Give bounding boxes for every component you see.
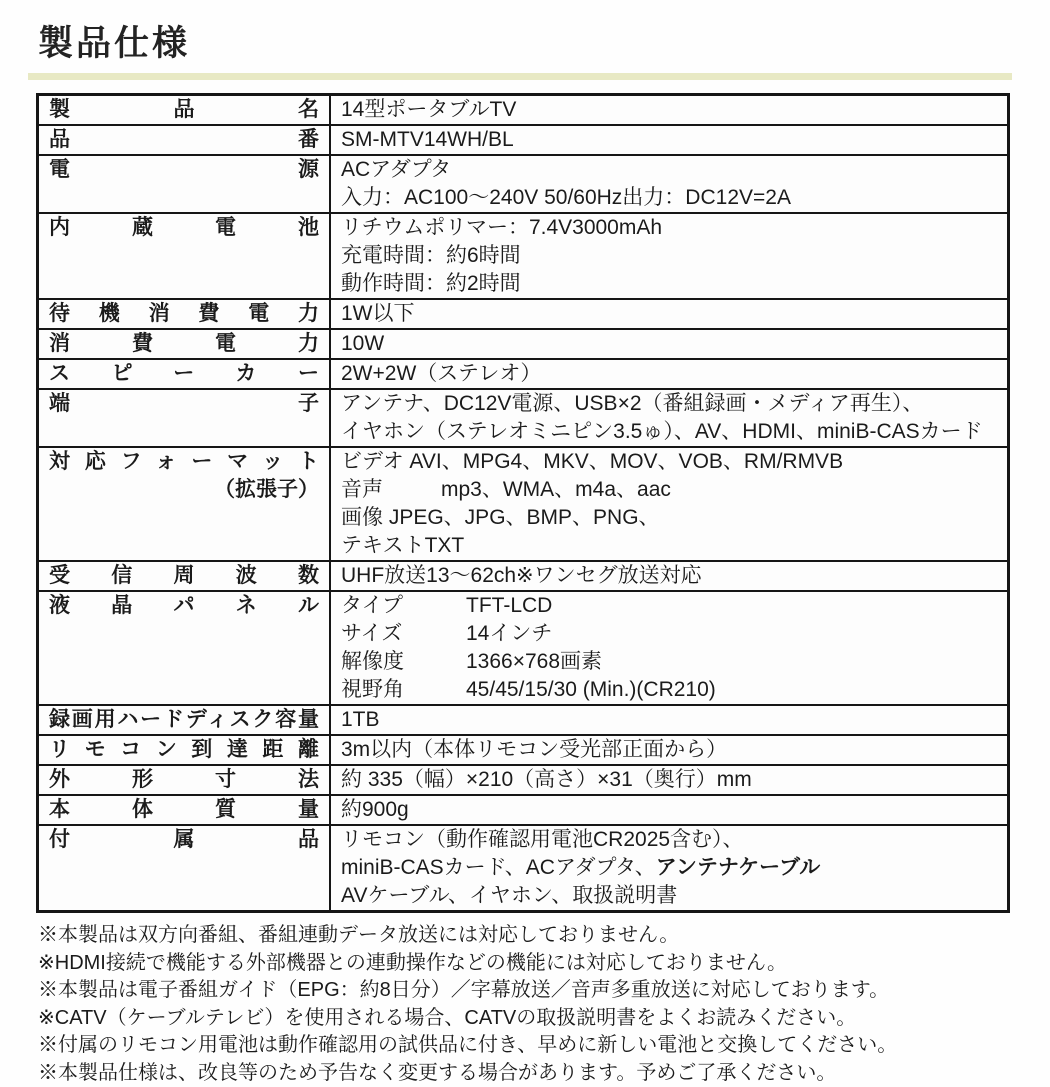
spec-value (331, 390, 1007, 446)
spec-value (331, 330, 1007, 358)
spec-value-line: SM-MTV14WH/BL (341, 126, 997, 154)
spec-value-line: 入力：AC100～240V 50/60Hz出力：DC12V=2A (341, 184, 997, 212)
spec-value-line: タイプ TFT-LCD (341, 592, 997, 620)
spec-label (39, 706, 331, 734)
footnote-item: ※付属のリモコン用電池は動作確認用の試供品に付き、早めに新しい電池と交換してください。 (38, 1032, 1012, 1060)
spec-value-key: サイズ (341, 620, 466, 648)
spec-row (39, 212, 1007, 298)
spec-value-line: 14型ポータブルTV (341, 96, 997, 124)
spec-value-line: 約900g (341, 796, 997, 824)
spec-row (39, 328, 1007, 358)
spec-row (39, 388, 1007, 446)
spec-label-text: 受信周波数 (49, 562, 319, 590)
spec-row (39, 824, 1007, 910)
spec-row (39, 358, 1007, 388)
spec-value-line: 視野角 45/45/15/30 (Min.)(CR210) (341, 676, 997, 704)
spec-value (331, 766, 1007, 794)
spec-label (39, 826, 331, 910)
spec-value-line: 画像 JPEG、JPG、BMP、PNG、 (341, 504, 997, 532)
spec-value-line: リチウムポリマー：7.4V3000mAh (341, 214, 997, 242)
spec-value-line: ACアダプタ (341, 156, 997, 184)
spec-label-text: 内蔵電池 (49, 214, 319, 242)
footnote-item: ※本製品は双方向番組、番組連動データ放送には対応しておりません。 (38, 922, 1012, 950)
spec-label-text: 待機消費電力 (49, 300, 319, 328)
spec-value (331, 126, 1007, 154)
spec-label (39, 390, 331, 446)
spec-value-line: 約 335（幅）×210（高さ）×31（奥行）mm (341, 766, 997, 794)
spec-value-line (341, 854, 997, 882)
spec-value (331, 736, 1007, 764)
spec-value-line: リモコン（動作確認用電池CR2025含む）、 (341, 826, 997, 854)
spec-value-line: 10W (341, 330, 997, 358)
spec-value-key: 音声 (341, 476, 441, 504)
spec-value (331, 156, 1007, 212)
spec-value (331, 360, 1007, 388)
spec-value-line: AVケーブル、イヤホン、取扱説明書 (341, 882, 997, 910)
spec-row (39, 96, 1007, 124)
spec-value-segment: miniB-CASカード、ACアダプタ、 (341, 856, 656, 879)
spec-label-text: 品番 (49, 126, 319, 154)
spec-row (39, 124, 1007, 154)
spec-label-text: 対応フォーマット (49, 448, 319, 476)
spec-row (39, 764, 1007, 794)
spec-value-line: 解像度 1366×768画素 (341, 648, 997, 676)
spec-value-key: 解像度 (341, 648, 466, 676)
spec-value-line: 2W+2W（ステレオ） (341, 360, 997, 388)
footnote-item: ※本製品仕様は、改良等のため予告なく変更する場合があります。予めご了承ください。 (38, 1060, 1012, 1087)
spec-label (39, 96, 331, 124)
spec-label-text: 電源 (49, 156, 319, 184)
spec-row (39, 154, 1007, 212)
footnote-item: ※HDMI接続で機能する外部機器との連動操作などの機能には対応しておりません。 (38, 950, 1012, 978)
spec-value-line: イヤホン（ステレオミニピン3.5ゅ）、AV、HDMI、miniB-CASカード (341, 418, 997, 446)
spec-label-text: 端子 (49, 390, 319, 418)
spec-value (331, 448, 1007, 560)
spec-label (39, 214, 331, 298)
spec-value-line: ビデオ AVI、MPG4、MKV、MOV、VOB、RM/RMVB (341, 448, 997, 476)
spec-label (39, 156, 331, 212)
spec-label-text: 本体質量 (49, 796, 319, 824)
spec-label-text: 消費電力 (49, 330, 319, 358)
spec-row (39, 446, 1007, 560)
spec-row (39, 590, 1007, 704)
spec-value (331, 214, 1007, 298)
spec-value (331, 826, 1007, 910)
spec-label-text: スピーカー (49, 360, 319, 388)
title-underline (28, 73, 1012, 80)
spec-value (331, 96, 1007, 124)
page-title: 製品仕様 (38, 16, 1012, 66)
spec-value (331, 706, 1007, 734)
spec-label-text: 液晶パネル (49, 592, 319, 620)
spec-value-line: 1W以下 (341, 300, 997, 328)
spec-label (39, 736, 331, 764)
spec-label-text: リモコン到達距離 (49, 736, 319, 764)
footnotes (38, 922, 1012, 1087)
footnote-item: ※本製品は電子番組ガイド（EPG：約8日分）／字幕放送／音声多重放送に対応しております。 (38, 977, 1012, 1005)
spec-value-line: 充電時間：約6時間 (341, 242, 997, 270)
spec-value (331, 592, 1007, 704)
spec-label (39, 448, 331, 560)
spec-label-text: 外形寸法 (49, 766, 319, 794)
spec-label-subtext: （拡張子） (49, 476, 319, 504)
spec-value (331, 300, 1007, 328)
spec-row (39, 704, 1007, 734)
spec-label (39, 360, 331, 388)
spec-label-text: 製品名 (49, 96, 319, 124)
spec-table (36, 93, 1010, 913)
spec-value-line: サイズ 14インチ (341, 620, 997, 648)
spec-value-line: 動作時間：約2時間 (341, 270, 997, 298)
spec-row (39, 560, 1007, 590)
spec-value-segment-bold: アンテナケーブル (656, 856, 820, 879)
spec-label (39, 300, 331, 328)
spec-value-line: アンテナ、DC12V電源、USB×2（番組録画・メディア再生）、 (341, 390, 997, 418)
spec-label-text: 付属品 (49, 826, 319, 854)
spec-label (39, 330, 331, 358)
spec-row (39, 794, 1007, 824)
spec-value-line: UHF放送13～62ch※ワンセグ放送対応 (341, 562, 997, 590)
spec-label (39, 592, 331, 704)
spec-label (39, 796, 331, 824)
footnote-item: ※CATV（ケーブルテレビ）を使用される場合、CATVの取扱説明書をよくお読みください。 (38, 1005, 1012, 1033)
spec-label (39, 766, 331, 794)
spec-label (39, 562, 331, 590)
spec-value (331, 562, 1007, 590)
spec-value-key: タイプ (341, 592, 466, 620)
spec-value-line: テキストTXT (341, 532, 997, 560)
spec-label (39, 126, 331, 154)
spec-value-key: 視野角 (341, 676, 466, 704)
spec-value (331, 796, 1007, 824)
spec-value-line: 音声 mp3、WMA、m4a、aac (341, 476, 997, 504)
spec-label-text: 録画用ハードディスク容量 (49, 706, 319, 734)
spec-row (39, 734, 1007, 764)
spec-row (39, 298, 1007, 328)
spec-value-line: 1TB (341, 706, 997, 734)
spec-value-line: 3m以内（本体リモコン受光部正面から） (341, 736, 997, 764)
